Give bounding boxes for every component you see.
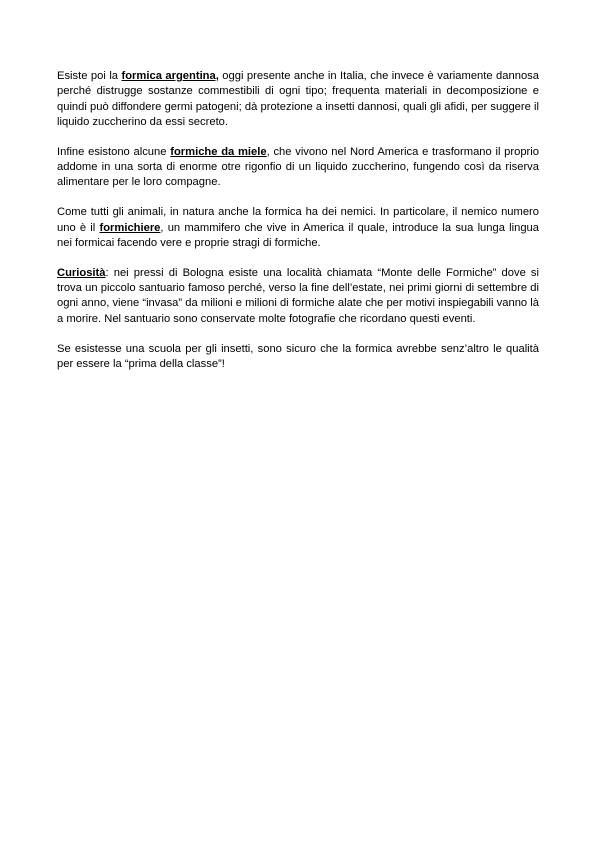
paragraph-text-before: Se esistesse una scuola per gli insetti, sono sicuro che la formica avrebbe senz’altro le qualità per essere la “prima della classe”! [57, 342, 539, 370]
paragraph-formichiere [57, 205, 539, 251]
paragraph-text-after: , che vivono nel Nord America e trasformano il proprio addome in una sorta di enorme otre rigonfio di un liquido zuccherino, fungendo così da riserva alimentare per le loro compagne. [57, 145, 539, 189]
term-formiche-da-miele: formiche da miele [170, 145, 267, 158]
term-formica-argentina: formica argentina, [121, 70, 219, 82]
paragraph-text-after: : nei pressi di Bologna esiste una località chiamata “Monte delle Formiche” dove si trova un piccolo santuario famoso perché, verso la fine dell’estate, nei primi giorni di settembre di ogni anno, viene “invasa” da milioni e milioni di formiche alate che per motivi inspiegabili vanno là a morire. Nel santuario sono conservate molte fotografie che ricordano questi eventi. [57, 266, 539, 325]
paragraph-curiosita [57, 266, 539, 327]
paragraph-text-before: Come tutti gli animali, in natura anche la formica ha dei nemici. In particolare, il nemico numero uno è il [57, 206, 539, 234]
term-formichiere: formichiere [99, 221, 161, 234]
paragraph-formica-argentina [57, 69, 539, 130]
paragraph-text-before: Esiste poi la [57, 70, 122, 82]
paragraph-text-after: oggi presente anche in Italia, che invece è variamente dannosa perché distrugge sostanze commestibili di ogni tipo; frequenta materiali in decomposizione e quindi può diffondere germi patogeni; dà protezione a insetti dannosi, quali gli afidi, per suggere il liquido zuccherino da essi secreto. [57, 70, 539, 128]
term-curiosita: Curiosità [57, 266, 106, 279]
paragraph-conclusion [57, 342, 539, 373]
paragraph-formiche-da-miele [57, 145, 539, 191]
document-page [57, 69, 539, 387]
paragraph-text-before: Infine esistono alcune [57, 145, 171, 158]
paragraph-text-after: , un mammifero che vive in America il quale, introduce la sua lunga lingua nei formicai facendo vere e proprie stragi di formiche. [57, 221, 539, 249]
